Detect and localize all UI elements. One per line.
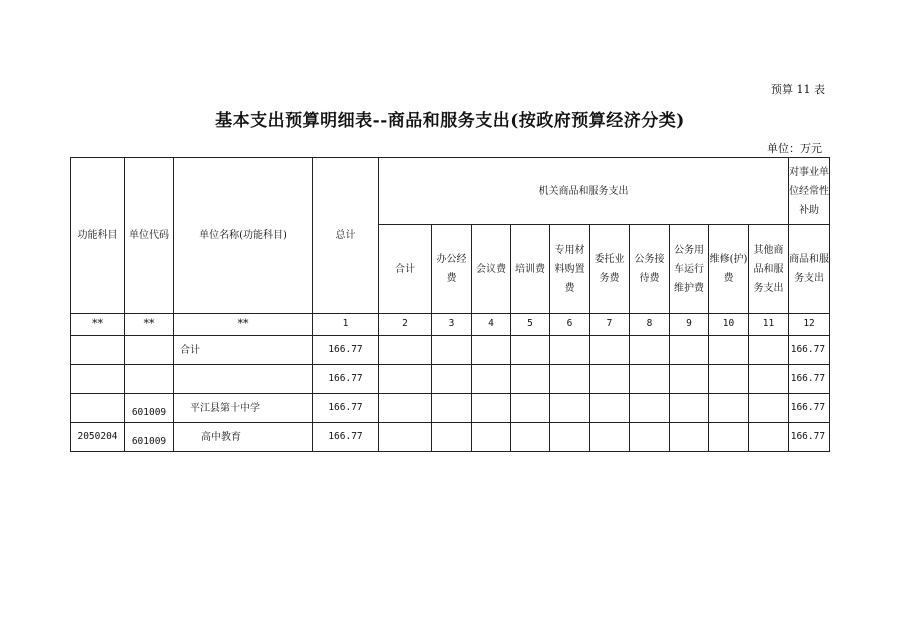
index-cell: 6	[550, 314, 590, 336]
col-header-sub: 商品和服务支出	[789, 225, 830, 314]
unit-name-cell	[174, 365, 313, 394]
unit-name-cell: 合计	[174, 336, 313, 365]
index-cell: 4	[472, 314, 511, 336]
index-cell: 2	[379, 314, 432, 336]
table-row	[71, 365, 830, 394]
index-cell: 5	[511, 314, 550, 336]
unit-code-cell: 601009	[125, 394, 174, 423]
function-code-cell	[71, 336, 125, 365]
function-code-cell	[71, 365, 125, 394]
header-row-1	[71, 158, 830, 225]
index-cell: 12	[789, 314, 830, 336]
subsidy-cell: 166.77	[789, 365, 830, 394]
table-row	[71, 336, 830, 365]
col-header-sub: 其他商品和服务支出	[749, 225, 789, 314]
page-title: 基本支出预算明细表--商品和服务支出(按政府预算经济分类)	[215, 111, 685, 131]
unit-code-cell	[125, 365, 174, 394]
index-cell: 10	[709, 314, 749, 336]
unit-label: 单位：万元	[767, 142, 822, 155]
index-cell: 7	[590, 314, 630, 336]
col-header-sub: 会议费	[472, 225, 511, 314]
unit-code-cell: 601009	[125, 423, 174, 452]
index-cell: 3	[432, 314, 472, 336]
table-row	[71, 423, 830, 452]
unit-name-cell: 高中教育	[174, 423, 313, 452]
col-header-sub: 合计	[379, 225, 432, 314]
col-header-sub: 维修(护)费	[709, 225, 749, 314]
total-cell: 166.77	[313, 423, 379, 452]
col-header-sub: 公务接待费	[630, 225, 670, 314]
index-cell: **	[125, 314, 174, 336]
col-header-sub: 委托业务费	[590, 225, 630, 314]
function-code-cell: 2050204	[71, 423, 125, 452]
col-header-sub: 公务用车运行维护费	[670, 225, 709, 314]
function-code-cell	[71, 394, 125, 423]
col-header-function: 功能科目	[71, 158, 125, 314]
subsidy-cell: 166.77	[789, 423, 830, 452]
col-header-sub: 专用材料购置费	[550, 225, 590, 314]
col-header-unit-code: 单位代码	[125, 158, 174, 314]
total-cell: 166.77	[313, 365, 379, 394]
col-header-unit-name: 单位名称(功能科目)	[174, 158, 313, 314]
total-cell: 166.77	[313, 336, 379, 365]
col-header-sub: 培训费	[511, 225, 550, 314]
index-cell: **	[174, 314, 313, 336]
index-row	[71, 314, 830, 336]
index-cell: 8	[630, 314, 670, 336]
index-cell: **	[71, 314, 125, 336]
col-header-total: 总计	[313, 158, 379, 314]
budget-table	[70, 157, 830, 452]
group-header-subsidy: 对事业单位经常性补助	[789, 158, 830, 225]
index-cell: 11	[749, 314, 789, 336]
col-header-sub: 办公经费	[432, 225, 472, 314]
group-header-org: 机关商品和服务支出	[379, 158, 789, 225]
subsidy-cell: 166.77	[789, 394, 830, 423]
unit-name-cell: 平江县第十中学	[174, 394, 313, 423]
form-code: 预算 11 表	[771, 83, 825, 96]
table-row	[71, 394, 830, 423]
unit-code-cell	[125, 336, 174, 365]
index-cell: 9	[670, 314, 709, 336]
index-cell: 1	[313, 314, 379, 336]
total-cell: 166.77	[313, 394, 379, 423]
subsidy-cell: 166.77	[789, 336, 830, 365]
